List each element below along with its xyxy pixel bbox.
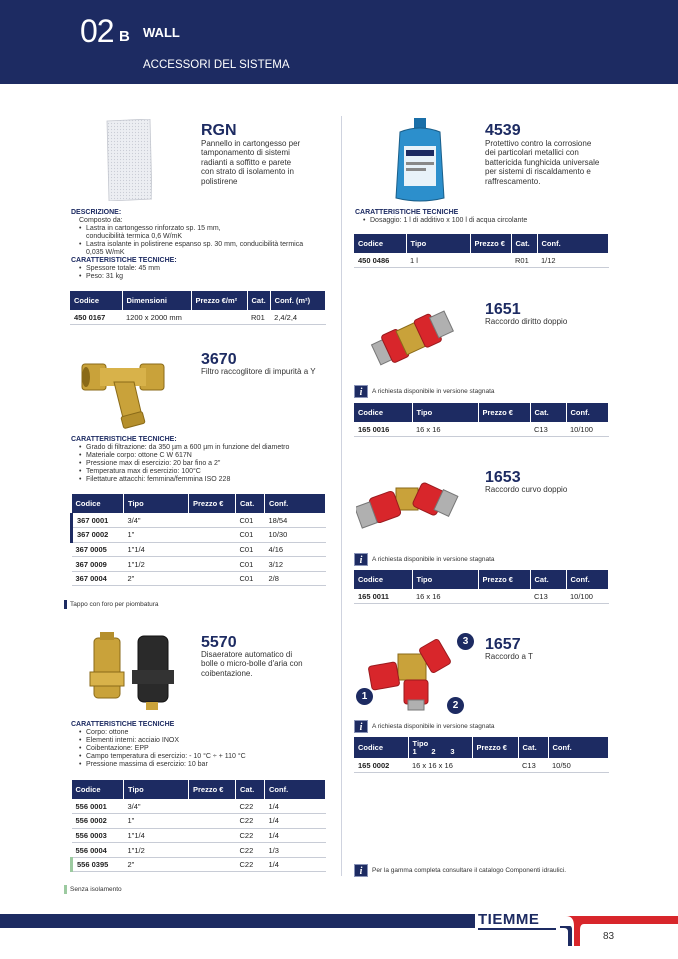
footer-bar-line [0,926,475,928]
1657-info: i A richiesta disponibile in versione stagnata [354,720,495,733]
product-code-1653: 1653 [485,469,521,486]
air-separator-image [86,632,174,712]
brand-swoosh-icon [560,912,678,946]
badge-1: 1 [356,688,373,705]
tee-fitting-image [364,634,456,712]
3670-description: Filtro raccoglitore di impurità a Y [201,367,316,376]
table-row: 450 0167 1200 x 2000 mm R01 2,4/2,4 [70,310,326,325]
badge-3: 3 [457,633,474,650]
table-row: 556 0002 1" C22 1/4 [72,814,326,829]
5570-note: Senza isolamento [64,885,122,894]
4539-table: Codice Tipo Prezzo € Cat. Conf. 450 0486 1 l R01 1/12 [354,234,609,268]
3670-note: Tappo con foro per piombatura [64,600,159,609]
corrosion-protector-bottle-image [394,118,450,202]
column-divider [341,116,342,876]
rgn-specs: DESCRIZIONE: Composto da: • Lastra in cartongesso rinforzato sp. 15 mm, conducibilità termica 0,6 W/mK • Lastra isolante in polistirene espanso sp. 30 mm, conducibilità termica 0,035 W/mK CARATTERISTICHE TECNICHE: • Spessore totale: 45 mm • Peso: 31 kg [71,209,331,281]
table-row: 367 0005 1"1/4 C01 4/16 [72,542,326,557]
info-icon: i [354,553,368,566]
product-code-1657: 1657 [485,636,521,653]
brand-logo: TIEMME [478,911,540,928]
table-row: 367 0002 1" C01 10/30 [72,528,326,543]
catalogue-info: i Per la gamma completa consultare il catalogo Componenti idraulici. [354,864,566,877]
rgn-table: Codice Dimensioni Prezzo €/m² Cat. Conf. (m²) 450 0167 1200 x 2000 mm R01 2,4/2,4 [70,291,326,325]
4539-specs: CARATTERISTICHE TECNICHE • Dosaggio: 1 l di additivo x 100 l di acqua circolante [355,209,655,225]
5570-table: Codice Tipo Prezzo € Cat. Conf. 556 0001 3/4" C22 1/4 556 0002 1" C22 1/4 556 0003 1"1/4 C22 1/4 556 0004 1"1/2 C22 1/3 556 0395 2" C22 1/4 [70,780,326,872]
1653-table: Codice Tipo Prezzo € Cat. Conf. 165 0011 16 x 16 C13 10/100 [354,570,609,604]
badge-2: 2 [447,697,464,714]
product-code-rgn: RGN [201,122,237,139]
1651-info: i A richiesta disponibile in versione stagnata [354,385,495,398]
1653-description: Raccordo curvo doppio [485,485,568,494]
straight-fitting-image [366,305,458,369]
table-row: 556 0395 2" C22 1/4 [72,857,326,872]
5570-specs: CARATTERISTICHE TECNICHE • Corpo: ottone • Elementi interni: acciaio INOX • Coibentazione: EPP • Campo temperatura di esercizio: - 10 °C ÷ + 110 °C • Pressione massima di esercizio: 10 bar [71,721,331,769]
brand-underline [478,928,556,930]
5570-description: Disaeratore automatico di bolle o micro-bolle d'aria con coibentazione. [201,650,303,678]
1651-table: Codice Tipo Prezzo € Cat. Conf. 165 0016 16 x 16 C13 10/100 [354,403,609,437]
section-title: WALL [143,25,180,40]
marker-swatch [64,600,67,609]
table-row: 165 0002 16 x 16 x 16 C13 10/50 [354,758,609,773]
rgn-description: Pannello in cartongesso per tamponamento di sistemi radianti a soffitto e parete con strato di isolamento in polistirene [201,139,301,186]
y-filter-image [80,354,166,430]
3670-specs: CARATTERISTICHE TECNICHE: • Grado di filtrazione: da 350 µm a 600 µm in funzione del diametro • Materiale corpo: ottone C W 617N • Pressione max di esercizio: 20 bar fino a 2" • Temperatura max di esercizio: 100°C • Filettature attacchi: femmina/femmina ISO 228 [71,436,331,484]
elbow-fitting-image [356,474,460,540]
section-subtitle: ACCESSORI DEL SISTEMA [143,59,290,71]
3670-table: Codice Tipo Prezzo € Cat. Conf. 367 0001 3/4" C01 18/54 367 0002 1" C01 10/30 367 0005 1"1/4 C01 4/16 367 0009 1"1/2 C01 3/12 367 0004 2" C01 2/8 [70,494,326,586]
table-row: 556 0003 1"1/4 C22 1/4 [72,828,326,843]
1657-table: Codice Tipo 1 2 3 Prezzo € Cat. Conf. 165 0002 16 x 16 x 16 C13 10/50 [354,737,609,773]
product-code-5570: 5570 [201,634,237,651]
table-row: 367 0004 2" C01 2/8 [72,571,326,586]
rgn-panel-image [104,119,152,201]
info-icon: i [354,864,368,877]
product-code-3670: 3670 [201,351,237,368]
page-number: 83 [603,931,615,942]
section-suffix: B [119,28,130,45]
table-row: 556 0004 1"1/2 C22 1/3 [72,843,326,858]
1653-info: i A richiesta disponibile in versione stagnata [354,553,495,566]
4539-description: Protettivo contro la corrosione dei particolari metallici con battericida funghicida universale per sistemi di riscaldamento e raffrescamento. [485,139,600,186]
product-code-4539: 4539 [485,122,521,139]
1651-description: Raccordo diritto doppio [485,317,568,326]
table-row: 165 0011 16 x 16 C13 10/100 [354,589,609,604]
table-row: 450 0486 1 l R01 1/12 [354,253,609,268]
footer-bar [0,914,475,926]
product-code-1651: 1651 [485,301,521,318]
table-row: 556 0001 3/4" C22 1/4 [72,799,326,814]
info-icon: i [354,720,368,733]
info-icon: i [354,385,368,398]
marker-swatch [64,885,67,894]
1657-description: Raccordo a T [485,652,533,661]
table-row: 367 0001 3/4" C01 18/54 [72,513,326,528]
table-row: 367 0009 1"1/2 C01 3/12 [72,557,326,572]
section-number: 02 [80,13,114,49]
table-row: 165 0016 16 x 16 C13 10/100 [354,422,609,437]
